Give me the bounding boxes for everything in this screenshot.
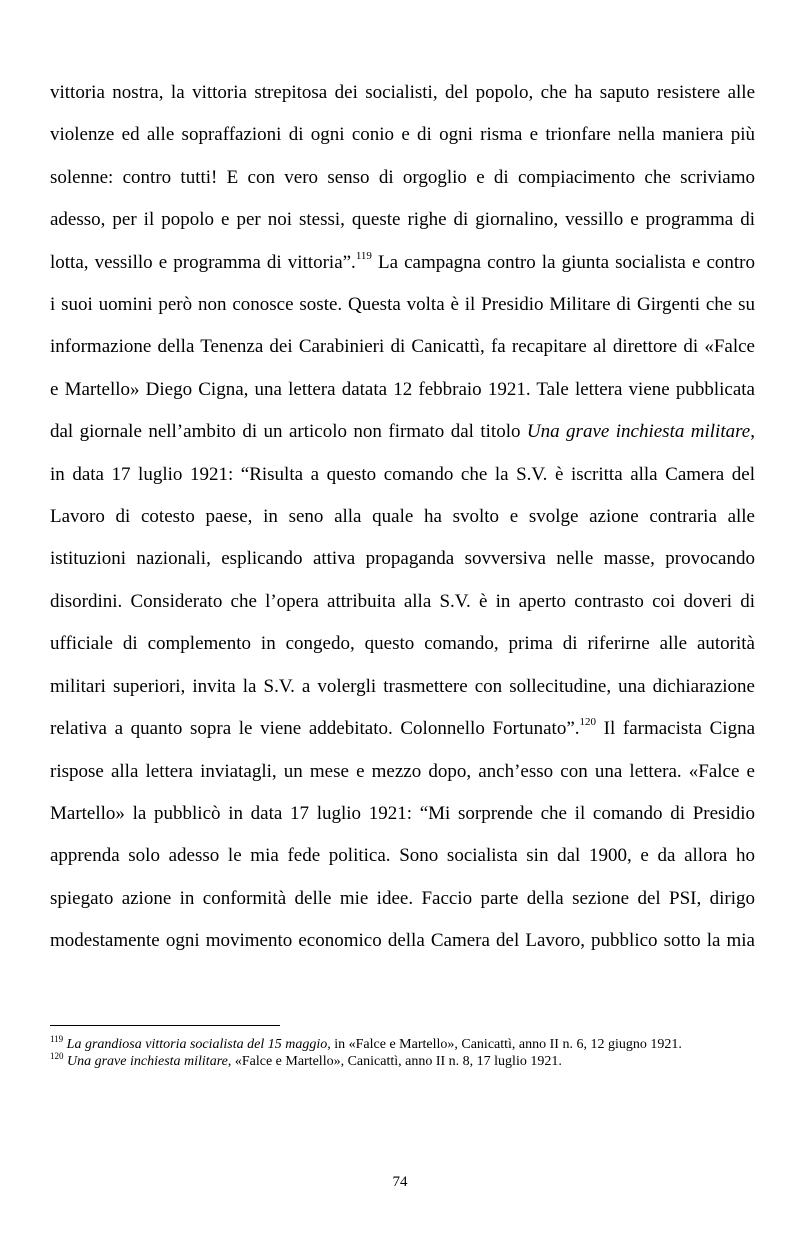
- text-line: e Martello» Diego Cigna, una lettera datata 12 febbraio 1921. Tale lettera viene pubblicata: [50, 378, 755, 400]
- text-line: Martello» la pubblicò in data 17 luglio 1921: “Mi sorprende che il comando di Presidio: [50, 802, 755, 824]
- text-line: ufficiale di complemento in congedo, questo comando, prima di riferirne alle autorità: [50, 633, 755, 655]
- text-line: adesso, per il popolo e per noi stessi, queste righe di giornalino, vessillo e programma di: [50, 209, 755, 231]
- text-line: informazione della Tenenza dei Carabinieri di Canicattì, fa recapitare al direttore di «Falce: [50, 336, 755, 358]
- text-line: solenne: contro tutti! E con vero senso di orgoglio e di compiacimento che scriviamo: [50, 166, 755, 188]
- footnote-text: , in «Falce e Martello», Canicattì, anno II n. 6, 12 giugno 1921.: [327, 1037, 682, 1052]
- text-line: [50, 411, 755, 453]
- footnotes: [50, 1036, 760, 1070]
- page-number: 74: [392, 1174, 408, 1190]
- text-segment: ,: [750, 421, 755, 443]
- text-line: istituzioni nazionali, esplicando attiva propaganda sovversiva nelle masse, provocando: [50, 548, 755, 570]
- text-line: [50, 242, 755, 284]
- text-line: modestamente ogni movimento economico della Camera del Lavoro, pubblico sotto la mia: [50, 930, 755, 952]
- footnote-number: 119: [50, 1034, 64, 1044]
- text-segment: Il farmacista Cigna: [596, 718, 755, 740]
- footnote-separator: [50, 1025, 280, 1026]
- text-line: i suoi uomini però non conosce soste. Questa volta è il Presidio Militare di Girgenti che su: [50, 294, 755, 316]
- footnote-text: , «Falce e Martello», Canicattì, anno II n. 8, 17 luglio 1921.: [227, 1054, 562, 1069]
- footnote-119: [50, 1036, 760, 1053]
- footnote-title: La grandiosa vittoria socialista del 15 maggio: [66, 1037, 328, 1052]
- text-line: militari superiori, invita la S.V. a volergli trasmettere con sollecitudine, una dichiarazione: [50, 675, 755, 697]
- text-line: rispose alla lettera inviatagli, un mese e mezzo dopo, anch’esso con una lettera. «Falce e: [50, 760, 755, 782]
- footnote-title: Una grave inchiesta militare: [67, 1054, 228, 1069]
- article-title: Una grave inchiesta militare: [526, 421, 751, 443]
- footnote-120: [50, 1053, 760, 1070]
- main-text: [50, 72, 755, 963]
- text-segment: dal giornale nell’ambito di un articolo non firmato dal titolo: [50, 421, 527, 443]
- text-segment: lotta, vessillo e programma di vittoria”.: [50, 251, 356, 273]
- footnote-number: 120: [50, 1051, 64, 1061]
- text-line: violenze ed alle sopraffazioni di ogni conio e di ogni risma e trionfare nella maniera più: [50, 124, 755, 146]
- text-line: Lavoro di cotesto paese, in seno alla quale ha svolto e svolge azione contraria alle: [50, 506, 755, 528]
- text-line: in data 17 luglio 1921: “Risulta a questo comando che la S.V. è iscritta alla Camera del: [50, 463, 755, 485]
- text-line: [50, 708, 755, 750]
- text-segment: La campagna contro la giunta socialista e contro: [371, 251, 755, 273]
- text-line: vittoria nostra, la vittoria strepitosa dei socialisti, del popolo, che ha saputo resistere alle: [50, 82, 755, 103]
- text-line: disordini. Considerato che l’opera attribuita alla S.V. è in aperto contrasto coi doveri di: [50, 590, 755, 612]
- text-line: apprenda solo adesso le mia fede politica. Sono socialista sin dal 1900, e da allora ho: [50, 845, 755, 867]
- text-segment: relativa a quanto sopra le viene addebitato. Colonnello Fortunato”.: [50, 718, 580, 740]
- footnote-ref-119: 119: [355, 249, 372, 262]
- text-line: spiegato azione in conformità delle mie idee. Faccio parte della sezione del PSI, dirigo: [50, 887, 755, 909]
- footnote-ref-120: 120: [579, 716, 597, 729]
